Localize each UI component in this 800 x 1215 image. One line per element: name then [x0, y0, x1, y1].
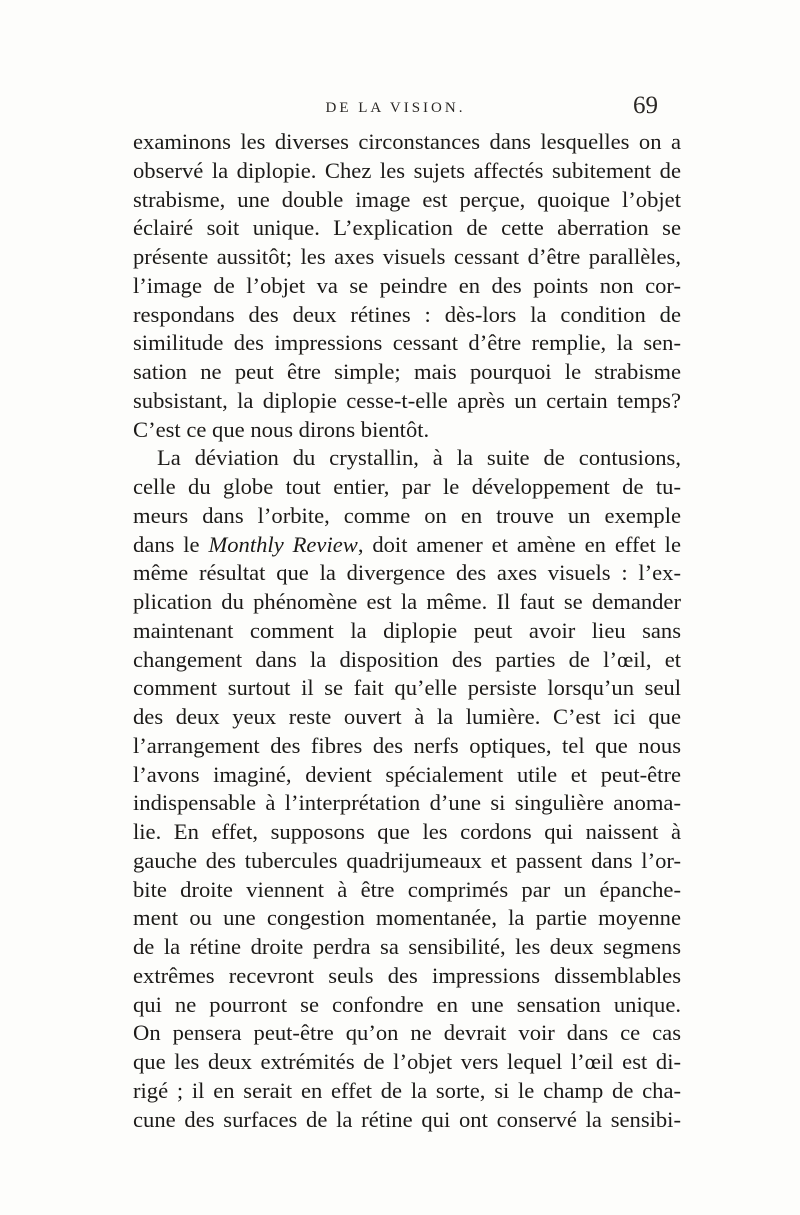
text-line-11: C’est ce que nous dirons bientôt.: [133, 416, 430, 442]
text-line-22: l’arrangement des fibres des nerfs optiques, tel que nous: [133, 732, 681, 758]
text-line-6: l’image de l’objet va se peindre en des points non cor-: [133, 272, 681, 298]
text-line-34: rigé ; il en serait en effet de la sorte, si le champ de cha-: [133, 1077, 681, 1103]
text-line-9: sation ne peut être simple; mais pourquoi le strabisme: [133, 359, 681, 384]
text-line-4: éclairé soit unique. L’explication de cette aberration se: [133, 215, 681, 241]
text-line-35: cune des surfaces de la rétine qui ont conservé la sensibi-: [133, 1106, 681, 1132]
text-line-33: que les deux extrémités de l’objet vers lequel l’œil est di-: [133, 1049, 681, 1074]
running-head: DE LA VISION.: [325, 100, 466, 116]
text-line-12: La déviation du crystallin, à la suite de contusions,: [157, 445, 681, 471]
text-line-14: meurs dans l’orbite, comme on en trouve un exemple: [133, 502, 681, 528]
text-line-13: celle du globe tout entier, par le développement de tu-: [133, 474, 681, 499]
text-line-24: indispensable à l’interprétation d’une si singulière anoma-: [133, 790, 681, 816]
text-line-20: comment surtout il se fait qu’elle persiste lorsqu’un seul: [133, 675, 681, 701]
text-line-15: [133, 531, 681, 560]
body-text: [133, 128, 681, 1134]
text-line-5: présente aussitôt; les axes visuels cessant d’être parallèles,: [133, 244, 681, 269]
text-line-19: changement dans la disposition des parties de l’œil, et: [133, 646, 681, 672]
line-15-before: dans le: [133, 531, 209, 557]
text-line-28: ment ou une congestion momentanée, la partie moyenne: [133, 905, 681, 931]
text-line-21: des deux yeux reste ouvert à la lumière. C’est ici que: [133, 704, 681, 729]
text-line-31: qui ne pourront se confondre en une sensation unique.: [133, 991, 681, 1017]
text-line-27: bite droite viennent à être comprimés par un épanche-: [133, 876, 681, 902]
text-line-1: examinons les diverses circonstances dans lesquelles on a: [133, 129, 681, 154]
text-line-23: l’avons imaginé, devient spécialement utile et peut-être: [133, 761, 681, 787]
line-15-after: , doit amener et amène en effet le: [357, 531, 681, 557]
page-header: [133, 92, 658, 126]
text-line-16: même résultat que la divergence des axes visuels : l’ex-: [133, 560, 681, 586]
text-line-29: de la rétine droite perdra sa sensibilité, les deux segmens: [133, 934, 681, 959]
text-line-7: respondans des deux rétines : dès-lors la condition de: [133, 301, 681, 327]
text-line-10: subsistant, la diplopie cesse-t-elle après un certain temps?: [133, 387, 681, 413]
text-line-25: lie. En effet, supposons que les cordons qui naissent à: [133, 819, 681, 844]
text-line-32: On pensera peut-être qu’on ne devrait voir dans ce cas: [133, 1020, 681, 1046]
text-line-17: plication du phénomène est la même. Il faut se demander: [133, 589, 681, 614]
text-line-2: observé la diplopie. Chez les sujets affectés subitement de: [133, 157, 681, 183]
page-number: 69: [633, 92, 658, 119]
journal-title: Monthly Review: [208, 531, 358, 557]
text-line-3: strabisme, une double image est perçue, quoique l’objet: [133, 186, 681, 212]
text-line-26: gauche des tubercules quadrijumeaux et passent dans l’or-: [133, 847, 681, 873]
text-line-8: similitude des impressions cessant d’être remplie, la sen-: [133, 330, 681, 356]
text-line-30: extrêmes recevront seuls des impressions dissemblables: [133, 962, 681, 988]
text-line-18: maintenant comment la diplopie peut avoir lieu sans: [133, 617, 681, 643]
